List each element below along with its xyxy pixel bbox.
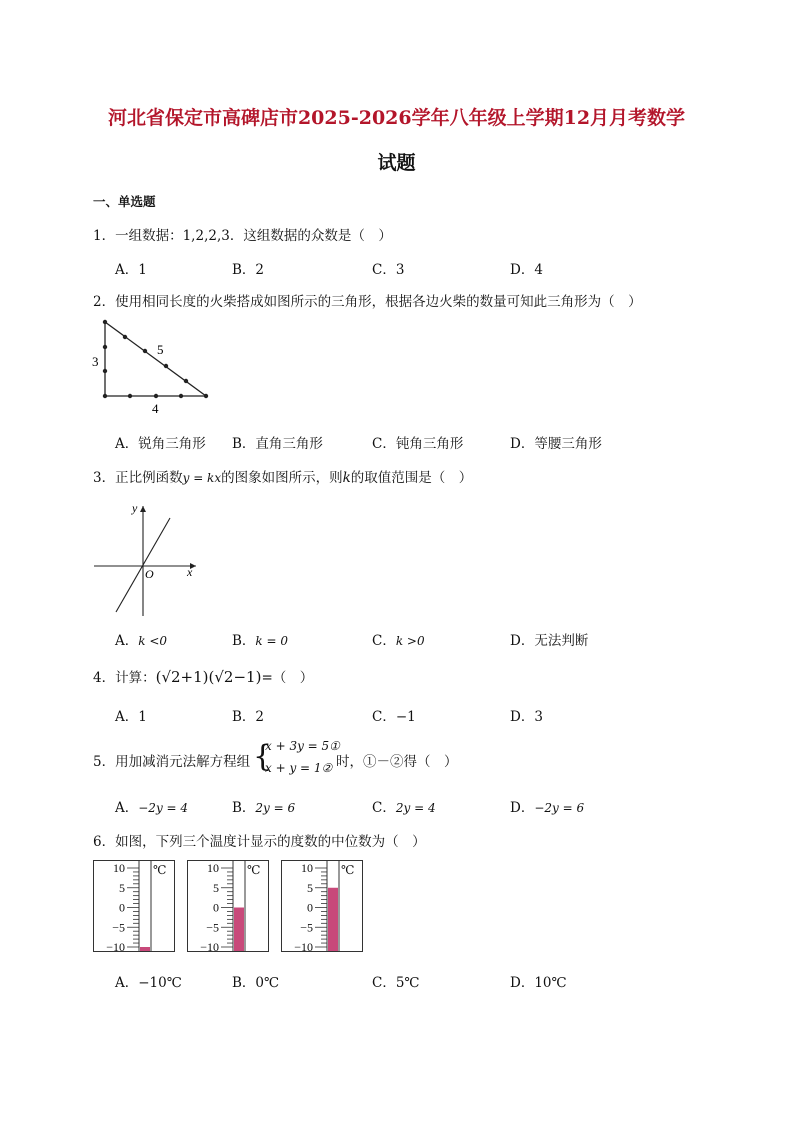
thermometer-3 — [281, 860, 363, 952]
q3-option-b-math: k = 0 — [255, 634, 289, 648]
thermometer-liquid — [328, 888, 338, 951]
scale-label: −5 — [206, 920, 219, 935]
q5-option-b-letter: B． — [232, 800, 256, 816]
q3-option-c-letter: C． — [372, 633, 396, 649]
q2-option-d[interactable]: D．等腰三角形 — [510, 436, 602, 452]
q3-option-a-math: k <0 — [138, 634, 168, 648]
scale-label: 10 — [207, 861, 219, 875]
q3-option-a-letter: A． — [115, 633, 139, 649]
q3-option-a[interactable] — [115, 629, 167, 649]
y-axis-label: y — [132, 501, 138, 515]
scale-label: 0 — [307, 900, 313, 915]
q6-option-c[interactable]: C．5℃ — [372, 975, 420, 991]
q5-option-c[interactable] — [372, 796, 436, 816]
q5-option-b-math: 2y = 6 — [255, 801, 296, 815]
linear-function-graph — [92, 498, 202, 618]
question-2-stem: 2．使用相同长度的火柴搭成如图所示的三角形，根据各边火柴的数量可知此三角形为（ ） — [93, 294, 642, 310]
match-joint — [143, 349, 147, 353]
section-heading: 一、单选题 — [93, 194, 156, 209]
q4-option-d[interactable]: D．3 — [510, 709, 543, 725]
match-joint — [204, 394, 208, 398]
matchstick-triangle-figure — [88, 318, 218, 416]
label-side-5: 5 — [157, 342, 164, 357]
q3-function: y = kx — [182, 471, 222, 485]
q3-option-d[interactable] — [510, 629, 588, 649]
scale-label: 5 — [213, 880, 219, 895]
q5-option-d-letter: D． — [510, 800, 535, 816]
thermometer-liquid — [234, 908, 244, 952]
label-side-4: 4 — [152, 401, 159, 416]
q1-option-c[interactable]: C．3 — [372, 262, 405, 278]
scale-label: −5 — [112, 920, 125, 935]
unit-label: ℃ — [341, 863, 355, 877]
q6-option-d[interactable]: D．10℃ — [510, 975, 567, 991]
q4-expr-a: (√2+1) — [155, 668, 209, 686]
match-joint — [103, 394, 107, 398]
thermometer-liquid — [140, 947, 150, 951]
triangle-hypotenuse — [105, 322, 206, 396]
question-4-stem — [93, 666, 313, 686]
q4-option-a[interactable]: A．1 — [115, 709, 147, 725]
q2-option-b[interactable]: B．直角三角形 — [232, 436, 323, 452]
q5-option-d[interactable] — [510, 796, 584, 816]
q5-prefix: 5．用加减消元法解方程组 — [93, 754, 251, 770]
scale-label: 5 — [119, 880, 125, 895]
q2-option-c[interactable]: C．钝角三角形 — [372, 436, 464, 452]
q5-suffix: 时，①－②得（ ） — [336, 754, 458, 770]
scale-label: −10 — [106, 940, 125, 954]
q4-prefix: 4．计算： — [93, 670, 156, 686]
match-joint — [123, 335, 127, 339]
page-title: 河北省保定市高碑店市2025-2026学年八年级上学期12月月考数学 — [107, 107, 686, 129]
q1-prefix: 1．一组数据： — [93, 228, 183, 244]
q1-suffix: ．这组数据的众数是（ ） — [229, 228, 392, 244]
scale-label: 10 — [301, 861, 313, 875]
match-joint — [128, 394, 132, 398]
q5-system-brace: { — [253, 739, 273, 774]
match-joint — [103, 345, 107, 349]
scale-label: 10 — [113, 861, 125, 875]
match-joint — [184, 379, 188, 383]
q5-option-a[interactable] — [115, 796, 188, 816]
q4-option-c[interactable]: C．−1 — [372, 709, 416, 725]
match-joint — [154, 394, 158, 398]
q1-option-b[interactable]: B．2 — [232, 262, 265, 278]
q3-prefix: 3．正比例函数 — [93, 470, 183, 486]
q3-option-c[interactable] — [372, 629, 425, 649]
q1-option-d[interactable]: D．4 — [510, 262, 543, 278]
label-side-3: 3 — [92, 354, 99, 369]
match-joint — [103, 369, 107, 373]
scale-label: 5 — [307, 880, 313, 895]
q3-option-b[interactable] — [232, 629, 288, 649]
q5-option-a-math: −2y = 4 — [138, 801, 189, 815]
y-axis-arrow — [140, 506, 146, 512]
q3-var: k — [342, 470, 351, 486]
q5-equation-2: x + y = 1② — [265, 761, 333, 775]
q5-option-d-math: −2y = 6 — [534, 801, 585, 815]
unit-label: ℃ — [153, 863, 167, 877]
page-title-line2: 试题 — [377, 152, 416, 174]
scale-label: −10 — [200, 940, 219, 954]
scale-label: −5 — [300, 920, 313, 935]
question-1-stem — [93, 224, 392, 244]
q5-option-c-letter: C． — [372, 800, 396, 816]
q6-option-b[interactable]: B．0℃ — [232, 975, 280, 991]
q4-expr-b: (√2−1) — [208, 668, 262, 686]
scale-label: 0 — [213, 900, 219, 915]
q6-option-a[interactable]: A．−10℃ — [115, 975, 182, 991]
q5-option-a-letter: A． — [115, 800, 139, 816]
q3-suffix: 的取值范围是（ ） — [350, 470, 473, 486]
q3-mid: 的图象如图所示，则 — [221, 470, 343, 486]
question-3-stem — [93, 466, 472, 486]
x-axis-label: x — [187, 565, 193, 579]
q2-option-a[interactable]: A．锐角三角形 — [115, 436, 206, 452]
q1-option-a[interactable]: A．1 — [115, 262, 147, 278]
q5-equation-1: x + 3y = 5① — [265, 739, 340, 753]
q3-option-b-letter: B． — [232, 633, 256, 649]
match-joint — [179, 394, 183, 398]
q5-option-b[interactable] — [232, 796, 295, 816]
origin-label: O — [145, 567, 154, 581]
scale-label: −10 — [294, 940, 313, 954]
match-joint — [164, 364, 168, 368]
question-6-stem: 6．如图，下列三个温度计显示的度数的中位数为（ ） — [93, 834, 426, 850]
q1-data: 1,2,2,3 — [182, 228, 230, 244]
thermometer-2 — [187, 860, 269, 952]
q3-option-c-math: k >0 — [395, 634, 425, 648]
unit-label: ℃ — [247, 863, 261, 877]
q5-option-c-math: 2y = 4 — [395, 801, 436, 815]
q4-suffix: =（ ） — [261, 670, 314, 686]
q4-option-b[interactable]: B．2 — [232, 709, 265, 725]
q3-option-d-letter: D． — [510, 633, 535, 649]
match-joint — [103, 320, 107, 324]
scale-label: 0 — [119, 900, 125, 915]
thermometer-1 — [93, 860, 175, 952]
q3-option-d-text: 无法判断 — [534, 633, 589, 649]
